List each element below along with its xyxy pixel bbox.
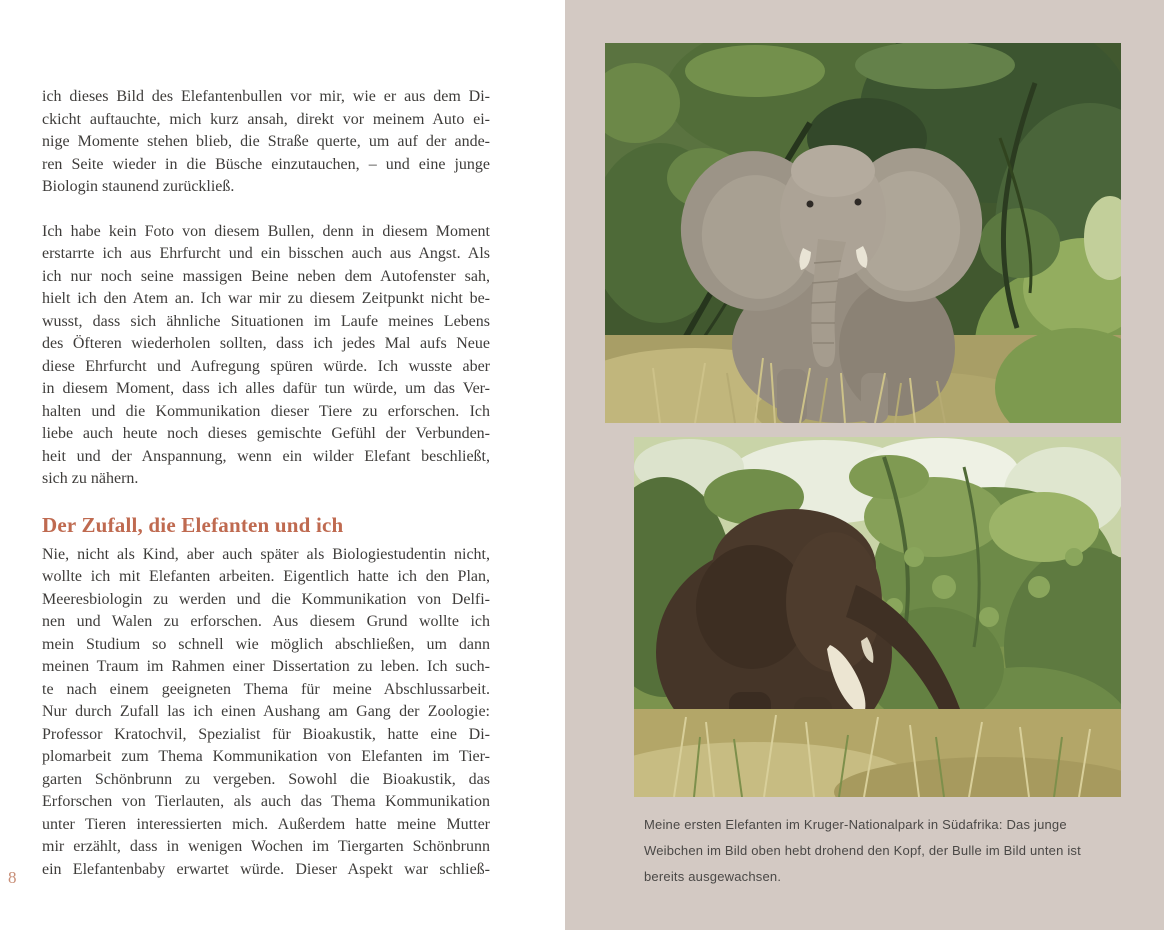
young-elephant-illustration [605, 43, 1121, 423]
text-line: nige Momente stehen blieb, die Straße querte, um auf der ande- [42, 133, 490, 150]
text-line: in diesem Moment, dass ich alles dafür tun würde, um das Ver- [42, 380, 490, 397]
text-line: bereits ausgewachsen. [644, 869, 782, 884]
text-line: te nach einem geeigneten Thema für meine Abschlussarbeit. [42, 680, 490, 698]
body-paragraph-2 [42, 221, 490, 491]
text-line: Nur durch Zufall las ich einen Aushang am Gang der Zoologie: [42, 703, 490, 720]
text-line: Professor Kratochvil, Spezialist für Bioakustik, hatte eine Di- [42, 725, 490, 743]
body-paragraph-3 [42, 544, 490, 882]
left-page [42, 86, 490, 903]
page-number: 8 [8, 868, 17, 887]
text-line: des Öfteren wiederholen sollten, dass ich jedes Mal aufs Neue [42, 335, 490, 352]
bull-elephant-illustration [634, 437, 1121, 797]
text-line: liebe auch heute noch dieses gemischte Gefühl der Verbunden- [42, 425, 490, 442]
text-line: heit und der Anspannung, wenn ein wilder Elefant beschließt, [42, 447, 490, 465]
text-line: ich nur noch seine massigen Beine neben dem Autofenster sah, [42, 267, 490, 285]
photo-young-elephant [605, 43, 1121, 423]
text-line: Ich habe kein Foto von diesem Bullen, denn in diesem Moment [42, 222, 490, 240]
body-paragraph-1 [42, 86, 490, 199]
text-line: ein Elefantenbaby erwartet würde. Dieser Aspekt war schließ- [42, 860, 490, 878]
text-line: Nie, nicht als Kind, aber auch später als Biologiestudentin nicht, [42, 545, 490, 563]
text-line: unter Tieren interessierten mich. Außerdem hatte meine Mutter [42, 815, 490, 833]
text-line: ich dieses Bild des Elefantenbullen vor mir, wie er aus dem Di- [42, 88, 490, 105]
text-line: garten Schönbrunn zu vergeben. Sowohl die Bioakustik, das [42, 770, 490, 788]
text-line: wusst, dass sich ähnliche Situationen im Laufe meines Lebens [42, 312, 490, 330]
text-line: ckicht auftauchte, mich kurz ansah, direkt vor meinem Auto ei- [42, 110, 490, 128]
text-line: diese Ehrfurcht und Aufregung spüren würde. Ich wusste aber [42, 357, 490, 375]
text-line: Weibchen im Bild oben hebt drohend den Kopf, der Bulle im Bild unten ist [644, 843, 1081, 858]
text-line: plomarbeit zum Thema Kommunikation von Elefanten im Tier- [42, 748, 490, 765]
text-line: Erforschen von Tierlauten, als auch das Thema Kommunikation [42, 793, 490, 810]
photo-bull-elephant [634, 437, 1121, 797]
text-line: meinen Traum im Rahmen einer Dissertation zu leben. Ich such- [42, 658, 490, 675]
text-line: sich zu nähern. [42, 470, 139, 487]
section-heading: Der Zufall, die Elefanten und ich [42, 512, 344, 537]
text-line: hielt ich den Atem an. Ich war mir zu diesem Zeitpunkt nicht be- [42, 290, 490, 307]
text-line: mein Studium so schnell wie möglich abschließen, um dann [42, 635, 490, 653]
photo-caption [644, 812, 1114, 890]
text-line: mir erzählt, dass in wenigen Wochen im Tiergarten Schönbrunn [42, 838, 490, 855]
text-line: erstarrte ich aus Ehrfurcht und ein bisschen auch aus Angst. Als [42, 245, 490, 262]
text-line: wollte ich mit Elefanten arbeiten. Eigentlich hatte ich den Plan, [42, 568, 490, 585]
text-line: nen und Walen zu erforschen. Aus diesem Grund wollte ich [42, 613, 490, 630]
text-line: halten und die Kommunikation dieser Tiere zu erforschen. Ich [42, 402, 490, 420]
right-photo-panel [565, 0, 1164, 930]
text-line: Biologin staunend zurückließ. [42, 178, 235, 195]
text-line: Meine ersten Elefanten im Kruger-Nationalpark in Südafrika: Das junge [644, 817, 1067, 832]
text-line: Meeresbiologin zu werden und die Kommunikation von Delfi- [42, 590, 490, 608]
text-line: ren Seite wieder in die Büsche einzutauchen, – und eine junge [42, 155, 490, 173]
